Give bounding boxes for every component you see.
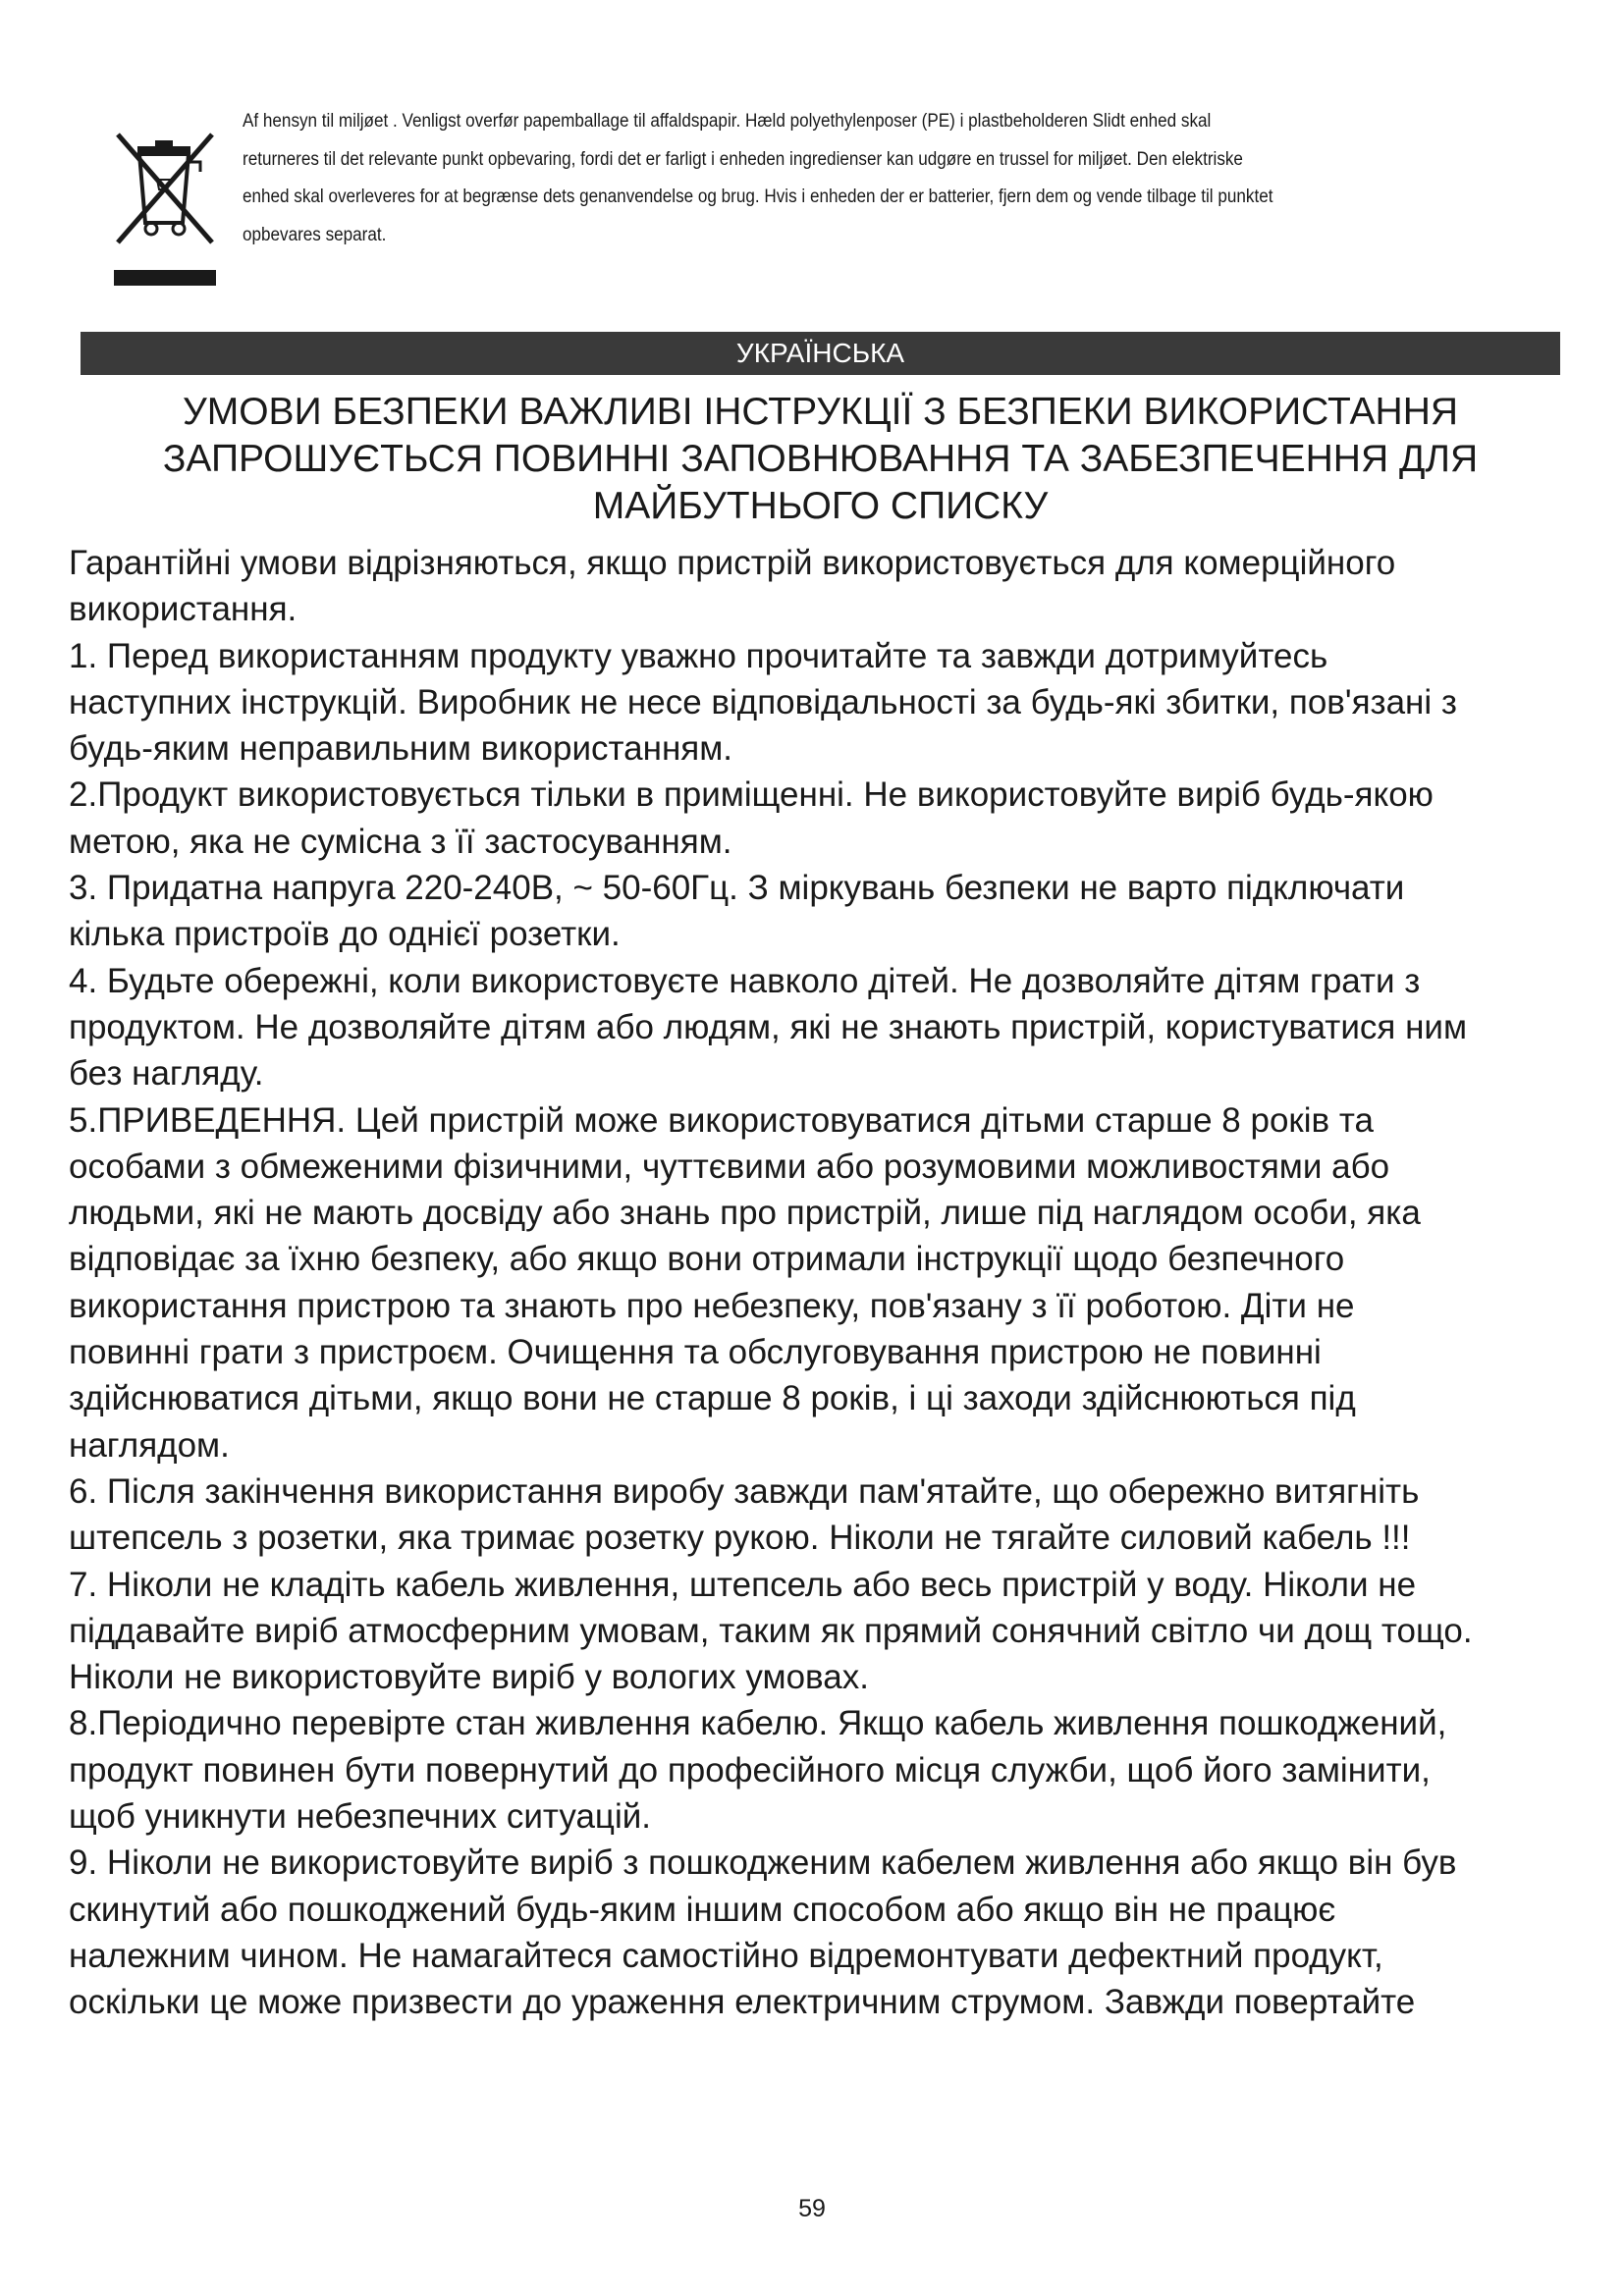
- body-line: повинні грати з пристроєм. Очищення та обслуговування пристрою не повинні: [69, 1333, 1322, 1372]
- body-line: щоб уникнути небезпечних ситуацій.: [69, 1797, 652, 1837]
- instruction-item-9: [69, 1840, 1561, 2025]
- language-label: УКРАЇНСЬКА: [735, 338, 905, 368]
- instruction-item-1: [69, 633, 1561, 773]
- body-line: оскільки це може призвести до ураження електричним струмом. Завжди повертайте: [69, 1983, 1416, 2022]
- body-line: 1. Перед використанням продукту уважно прочитайте та завжди дотримуйтесь: [69, 636, 1328, 675]
- weee-line: Af hensyn til miljøet . Venligst overfør papemballage til affaldspapir. Hæld polyethylenposer (PE) i plastbeholderen Slidt enhed skal: [243, 111, 1212, 132]
- crossed-out-wheeled-bin-icon: [110, 133, 220, 290]
- instruction-item-7: [69, 1562, 1561, 1701]
- body-line: використання пристрою та знають про небезпеку, пов'язану з її роботою. Діти не: [69, 1286, 1355, 1325]
- body-line: наглядом.: [69, 1425, 230, 1465]
- instruction-item-5: [69, 1097, 1561, 1468]
- heading-line: МАЙБУТНЬОГО СПИСКУ: [592, 485, 1049, 527]
- language-section-bar: [81, 332, 1560, 375]
- weee-notice-text: [243, 103, 1542, 254]
- body-line: здійснюватися дітьми, якщо вони не старше 8 років, і ці заходи здійснюються під: [69, 1379, 1356, 1418]
- body-line: наступних інструкцій. Виробник не несе відповідальності за будь-які збитки, пов'язані з: [69, 682, 1457, 721]
- weee-line: returneres til det relevante punkt opbevaring, fordi det er farligt i enheden ingredienser kan udgøre en trussel for miljøet. Den elektriske: [243, 148, 1243, 170]
- body-line: 3. Придатна напруга 220-240В, ~ 50-60Гц. З міркувань безпеки не варто підключати: [69, 869, 1405, 908]
- body-line: метою, яка не сумісна з її застосуванням.: [69, 822, 732, 861]
- instruction-item-6: [69, 1468, 1561, 1562]
- body-line: Ніколи не використовуйте виріб у вологих умовах.: [69, 1658, 869, 1697]
- weee-line: enhed skal overleveres for at begrænse dets genanvendelse og brug. Hvis i enheden der er batterier, fjern dem og vende tilbage til punktet: [243, 187, 1273, 207]
- body-line: продуктом. Не дозволяйте дітям або людям, які не знають пристрій, користуватися ним: [69, 1007, 1468, 1046]
- body-line: людьми, які не мають досвіду або знань про пристрій, лише під наглядом особи, яка: [69, 1194, 1421, 1233]
- body-line: продукт повинен бути повернутий до професійного місця служби, щоб його замінити,: [69, 1750, 1431, 1789]
- instruction-item-8: [69, 1700, 1561, 1840]
- body-line: 6. Після закінчення використання виробу завжди пам'ятайте, що обережно витягніть: [69, 1471, 1420, 1511]
- body-line: піддавайте виріб атмосферним умовам, таким як прямий сонячний світло чи дощ тощо.: [69, 1611, 1473, 1650]
- safety-heading: [81, 389, 1560, 530]
- body-line: кілька пристроїв до однієї розетки.: [69, 915, 621, 954]
- body-line: використання.: [69, 590, 298, 629]
- intro-paragraph: [69, 540, 1561, 633]
- heading-line: ЗАПРОШУЄТЬСЯ ПОВИННІ ЗАПОВНЮВАННЯ ТА ЗАБЕЗПЕЧЕННЯ ДЛЯ: [162, 438, 1479, 480]
- body-line: належним чином. Не намагайтеся самостійно відремонтувати дефектний продукт,: [69, 1936, 1383, 1975]
- weee-notice: [110, 103, 1543, 299]
- weee-line: opbevares separat.: [243, 224, 387, 245]
- body-line: 4. Будьте обережні, коли використовуєте навколо дітей. Не дозволяйте дітям грати з: [69, 961, 1421, 1000]
- heading-line: УМОВИ БЕЗПЕКИ ВАЖЛИВІ ІНСТРУКЦІЇ З БЕЗПЕКИ ВИКОРИСТАННЯ: [182, 391, 1459, 433]
- body-line: відповідає за їхню безпеку, або якщо вони отримали інструкції щодо безпечного: [69, 1240, 1345, 1279]
- instruction-item-3: [69, 865, 1561, 958]
- body-line: скинутий або пошкоджений будь-яким іншим способом або якщо він не працює: [69, 1890, 1336, 1929]
- page-number: 59: [798, 2195, 826, 2222]
- body-line: штепсель з розетки, яка тримає розетку рукою. Ніколи не тягайте силовий кабель !!!: [69, 1519, 1411, 1558]
- body-line: 5.ПРИВЕДЕННЯ. Цей пристрій може використовуватися дітьми старше 8 років та: [69, 1100, 1374, 1140]
- body-line: 2.Продукт використовується тільки в приміщенні. Не використовуйте виріб будь-якою: [69, 775, 1434, 815]
- body-line: без нагляду.: [69, 1054, 264, 1094]
- body-line: Гарантійні умови відрізняються, якщо пристрій використовується для комерційного: [69, 544, 1396, 582]
- body-line: будь-яким неправильним використанням.: [69, 729, 733, 769]
- instruction-item-2: [69, 772, 1561, 865]
- body-line: 7. Ніколи не кладіть кабель живлення, штепсель або весь пристрій у воду. Ніколи не: [69, 1565, 1417, 1604]
- body-line: 9. Ніколи не використовуйте виріб з пошкодженим кабелем живлення або якщо він був: [69, 1843, 1457, 1883]
- safety-instructions-body: [69, 540, 1561, 2026]
- body-line: особами з обмеженими фізичними, чуттєвими або розумовими можливостями або: [69, 1147, 1390, 1186]
- instruction-item-4: [69, 958, 1561, 1097]
- body-line: 8.Періодично перевірте стан живлення кабелю. Якщо кабель живлення пошкоджений,: [69, 1704, 1447, 1743]
